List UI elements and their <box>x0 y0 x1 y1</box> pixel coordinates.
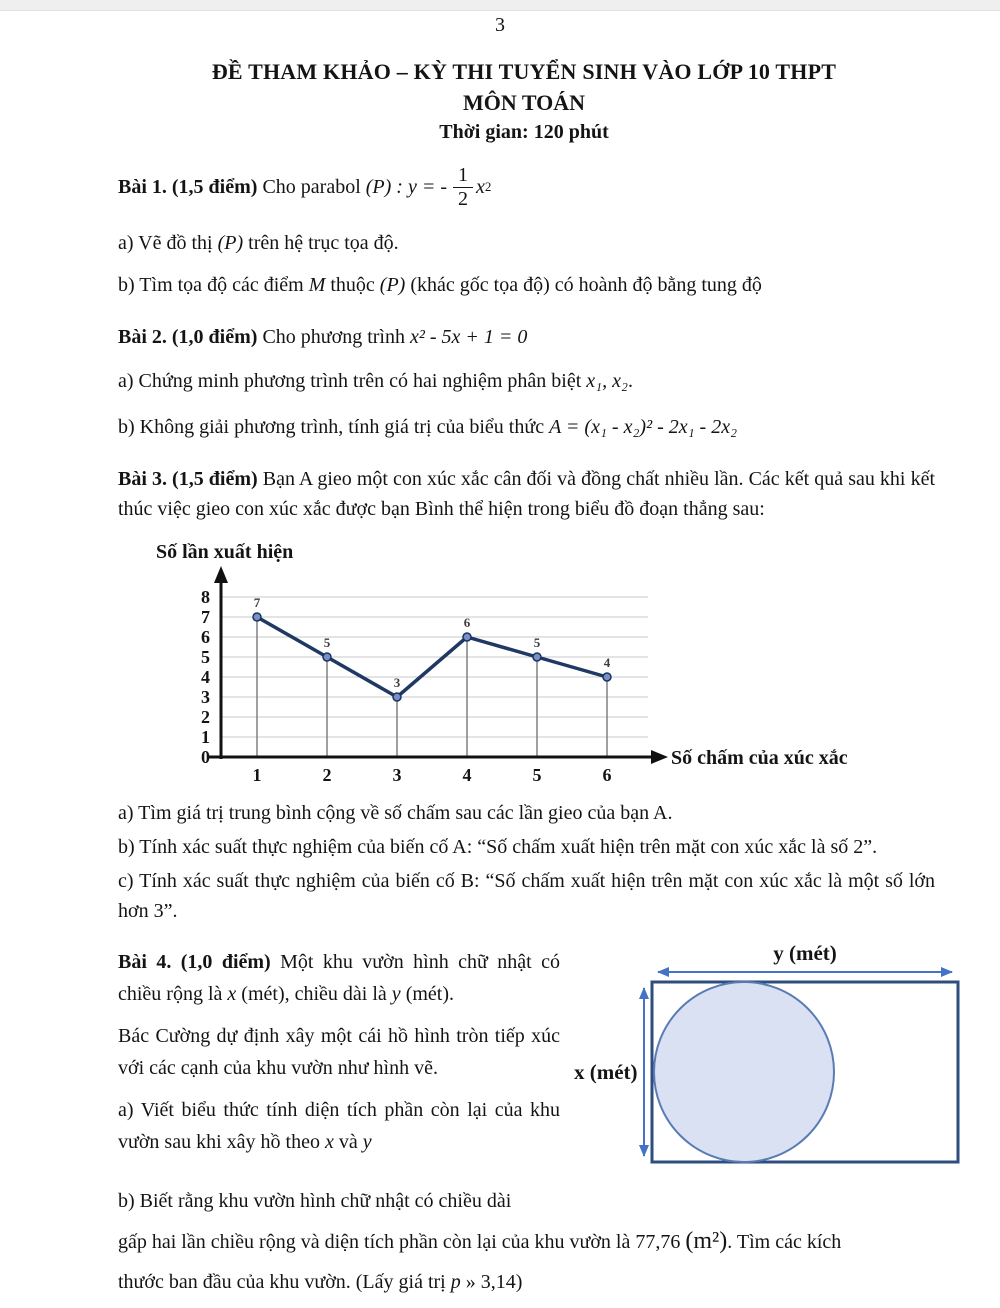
p2a-math: x₁, x₂ <box>586 370 628 392</box>
problem2-heading <box>118 322 935 352</box>
svg-text:5: 5 <box>323 635 331 650</box>
svg-text:4: 4 <box>603 655 611 670</box>
pond-circle <box>654 982 834 1162</box>
figure-x-label: x (mét) <box>574 1060 638 1084</box>
svg-text:7: 7 <box>201 607 210 627</box>
p4b-l2-text2: . Tìm các kích <box>727 1231 842 1253</box>
svg-text:3: 3 <box>392 765 402 784</box>
problem1-question-a <box>118 228 935 258</box>
p4qa-y: y <box>362 1131 372 1153</box>
svg-text:0: 0 <box>201 747 210 767</box>
p4qa-x: x <box>324 1131 334 1153</box>
p4b-l3-text2: » 3,14) <box>460 1271 523 1293</box>
p2b-text: b) Không giải phương trình, tính giá trị của biểu thức <box>118 416 550 438</box>
problem2-label: Bài 2. (1,0 điểm) <box>118 326 258 348</box>
svg-text:2: 2 <box>322 765 332 784</box>
p4b-l2-text: gấp hai lần chiều rộng và diện tích phần còn lại của khu vườn là 77,76 <box>118 1231 686 1253</box>
problem3-question-a: a) Tìm giá trị trung bình cộng về số chấm sau các lần gieo của bạn A. <box>118 802 673 824</box>
p4b-m2-unit: (m²) <box>685 1228 728 1254</box>
problem1-intro: Cho parabol <box>262 176 361 198</box>
p1b-text3: (khác gốc tọa độ) có hoành độ bằng tung độ <box>405 274 762 296</box>
problem1-formula-exponent: 2 <box>484 179 492 194</box>
scan-top-edge <box>0 0 1000 11</box>
svg-text:5: 5 <box>532 765 542 784</box>
problem3-question-c: c) Tính xác suất thực nghiệm của biến cố B: “Số chấm xuất hiện trên mặt con xúc xắc là một số lớn hơn 3”. <box>118 870 935 922</box>
problem4-section <box>118 932 1000 1167</box>
problem2-intro: Cho phương trình <box>257 326 410 348</box>
svg-text:Số chấm của xúc xắc: Số chấm của xúc xắc <box>671 747 848 769</box>
dice-chart-container <box>138 534 935 784</box>
problem2-equation: x² - 5x + 1 = 0 <box>409 326 528 348</box>
p1a-text: a) Vẽ đồ thị <box>118 232 218 254</box>
svg-text:4: 4 <box>462 765 472 784</box>
p2b-math: A = (x₁ - x₂)² - 2x₁ - 2x₂ <box>549 416 738 438</box>
svg-text:3: 3 <box>393 675 401 690</box>
p4b-line2 <box>118 1221 935 1262</box>
problem4-question-b <box>118 1181 935 1302</box>
garden-figure-column <box>560 932 1000 1167</box>
p1a-text2: trên hệ trục tọa độ. <box>243 232 399 254</box>
problem4-paragraph2: Bác Cường dự định xây một cái hồ hình tròn tiếp xúc với các cạnh của khu vườn như hình vẽ. <box>118 1025 560 1079</box>
p1b-text: b) Tìm tọa độ các điểm <box>118 274 309 296</box>
svg-text:3: 3 <box>201 687 210 707</box>
p4-t1d: y <box>391 983 401 1005</box>
problem1-question-b <box>118 270 935 300</box>
exam-duration: Thời gian: 120 phút <box>439 121 609 143</box>
svg-text:6: 6 <box>602 765 612 784</box>
p4b-pi-symbol: p <box>450 1271 461 1293</box>
svg-text:5: 5 <box>201 647 210 667</box>
problem3-question-b: b) Tính xác suất thực nghiệm của biến cố A: “Số chấm xuất hiện trên mặt con xúc xắc là số 2”. <box>118 836 878 858</box>
fraction-numerator: 1 <box>453 165 473 188</box>
svg-text:7: 7 <box>253 595 261 610</box>
p4qa-and: và <box>333 1131 363 1153</box>
p1b-math-m: M <box>308 274 326 296</box>
p4-t1c: (mét), chiều dài là <box>236 983 392 1005</box>
svg-text:1: 1 <box>201 727 210 747</box>
figure-y-label: y (mét) <box>773 941 837 965</box>
problem1-label: Bài 1. (1,5 điểm) <box>118 176 258 198</box>
problem2-question-b <box>118 412 935 442</box>
dice-line-chart <box>138 534 878 784</box>
page-number: 3 <box>495 14 505 36</box>
p2a-text: a) Chứng minh phương trình trên có hai nghiệm phân biệt <box>118 370 587 392</box>
p4-t1e: (mét). <box>400 983 454 1005</box>
p4-t1a: Một khu vườn hình chữ nhật có chiều rộng là <box>118 951 560 1005</box>
garden-figure <box>560 932 1000 1167</box>
svg-text:4: 4 <box>201 667 210 687</box>
problem4-label: Bài 4. (1,0 điểm) <box>118 951 271 973</box>
document-header <box>48 59 1000 144</box>
problem4-text-column <box>118 932 560 1167</box>
problem4-heading <box>118 946 560 1010</box>
p1b-text2: thuộc <box>325 274 380 296</box>
svg-text:6: 6 <box>201 627 210 647</box>
fraction-one-half <box>453 165 473 210</box>
problem1-heading <box>118 158 935 216</box>
problem3-label: Bài 3. (1,5 điểm) <box>118 468 258 490</box>
p4b-line3 <box>118 1262 935 1302</box>
problem4-question-a <box>118 1094 560 1158</box>
p4b-line1: b) Biết rằng khu vườn hình chữ nhật có chiều dài <box>118 1190 512 1212</box>
svg-text:5: 5 <box>533 635 541 650</box>
problem3-intro: Bạn A gieo một con xúc xắc cân đối và đồng chất nhiều lần. Các kết quả sau khi kết thúc việc gieo con xúc xắc được bạn Bình thể hiện trong biểu đồ đoạn thẳng sau: <box>118 468 935 520</box>
svg-text:1: 1 <box>252 765 262 784</box>
svg-text:6: 6 <box>463 615 471 630</box>
p2a-period: . <box>627 370 633 392</box>
exam-title: ĐỀ THAM KHẢO – KỲ THI TUYỂN SINH VÀO LỚP 10 THPT <box>211 59 837 84</box>
p1a-math: (P) <box>217 232 244 254</box>
svg-text:2: 2 <box>201 707 210 727</box>
p4qa-text: a) Viết biểu thức tính diện tích phần còn lại của khu vườn sau khi xây hồ theo <box>118 1099 560 1153</box>
p1b-math-p: (P) <box>379 274 406 296</box>
p4b-l3-text: thước ban đầu của khu vườn. (Lấy giá trị <box>118 1271 451 1293</box>
problem2-question-a <box>118 366 935 396</box>
page-body <box>0 158 1000 1302</box>
p4-t1b: x <box>227 983 237 1005</box>
svg-text:Số lần xuất hiện: Số lần xuất hiện <box>156 541 294 563</box>
problem1-formula-variable: x <box>475 176 485 198</box>
problem3-heading <box>118 464 935 524</box>
fraction-denominator: 2 <box>457 187 468 210</box>
exam-subject: MÔN TOÁN <box>462 90 586 115</box>
svg-text:8: 8 <box>201 587 210 607</box>
problem1-formula-open: (P) : y = - <box>365 176 447 198</box>
